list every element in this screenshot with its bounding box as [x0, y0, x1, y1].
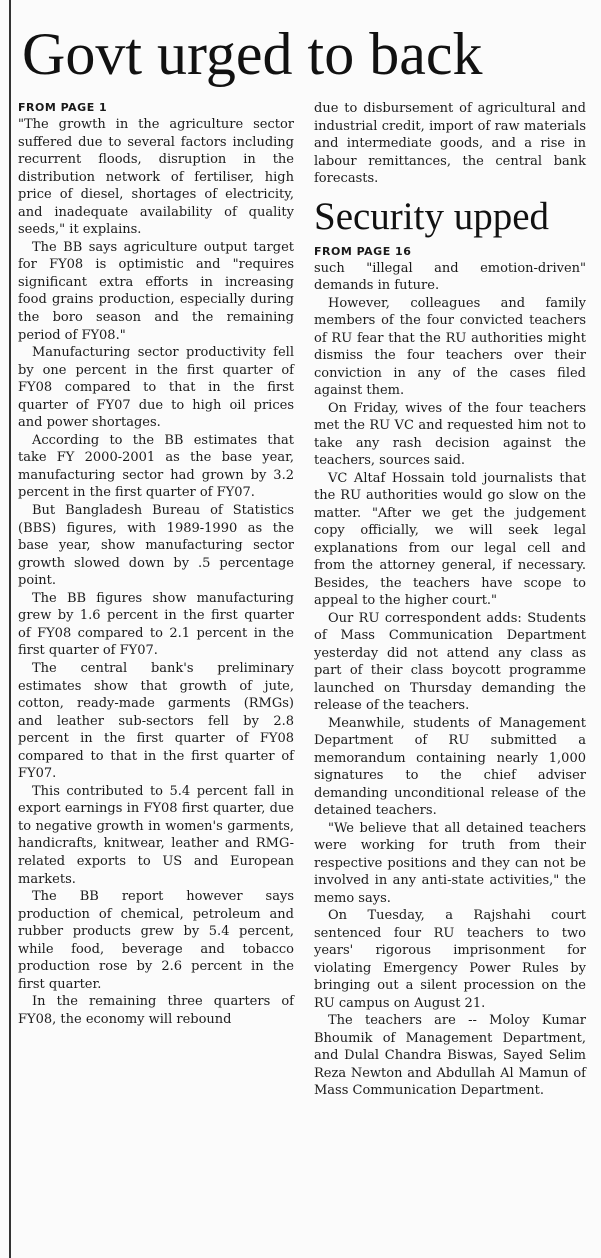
article1-paragraph: The BB figures show manufacturing grew by 1.6 percent in the first quarter of FY08 compared to 2.1 percent in the first quarter of FY07. [18, 590, 294, 659]
article1-left-column [18, 100, 294, 1028]
article2-paragraph: The teachers are -- Moloy Kumar Bhoumik of Management Department, and Dulal Chandra Biswas, Sayed Selim Reza Newton and Abdullah Al Mamun of Mass Communication Department. [314, 1013, 586, 1098]
article1-kicker: FROM PAGE 1 [18, 101, 108, 114]
column-rule [9, 0, 11, 1258]
right-column [314, 100, 586, 1100]
article2-paragraph: Meanwhile, students of Management Department of RU submitted a memorandum containing nearly 1,000 signatures to the chief adviser demanding unconditional release of the detained teachers. [314, 715, 586, 818]
article1-paragraph: Manufacturing sector productivity fell by one percent in the first quarter of FY08 compared to that in the first quarter of FY07 due to high oil prices and power shortages. [18, 345, 294, 431]
article2-paragraph: On Tuesday, a Rajshahi court sentenced four RU teachers to two years' rigorous imprisonment for violating Emergency Power Rules by bringing out a silent procession on the RU campus on August 21. [314, 908, 586, 1011]
article1-continuation-paragraph: due to disbursement of agricultural and industrial credit, import of raw materials and intermediate goods, and a rise in labour remittances, the central bank forecasts. [314, 101, 586, 186]
article2-paragraph: "We believe that all detained teachers were working for truth from their respective positions and they can not be involved in any anti-state activities," the memo says. [314, 820, 586, 906]
headline-govt-urged: Govt urged to back [22, 21, 483, 87]
article1-continuation [314, 100, 586, 188]
article2-paragraph: VC Altaf Hossain told journalists that the RU authorities would go slow on the matter. "After we get the judgement copy officially, we will seek legal explanations from our legal cell and from the attorney general, if necessary. Besides, the teachers have scope to appeal to the higher court." [314, 470, 586, 608]
article2-paragraph: Our RU correspondent adds: Students of Mass Communication Department yesterday did not attend any class as part of their class boycott programme launched on Thursday demanding the release of the teachers. [314, 610, 586, 713]
article1-paragraph: In the remaining three quarters of FY08, the economy will rebound [18, 994, 294, 1027]
article2-paragraph: However, colleagues and family members of the four convicted teachers of RU fear that the RU authorities might dismiss the four teachers over their conviction in any of the cases filed against them. [314, 295, 586, 398]
article2-kicker: FROM PAGE 16 [314, 244, 412, 258]
article2-paragraph: On Friday, wives of the four teachers met the RU VC and requested him not to take any rash decision against the teachers, sources said. [314, 400, 586, 468]
article2-body [314, 260, 586, 1100]
article1-paragraph: "The growth in the agriculture sector suffered due to several factors including recurrent floods, disruption in the distribution network of fertiliser, high price of diesel, shortages of electricity, and inadequate availability of quality seeds," it explains. [18, 117, 294, 238]
headline-security-upped: Security upped [314, 194, 550, 238]
article1-paragraph: The BB says agriculture output target for FY08 is optimistic and "requires significant extra efforts in increasing food grains production, especially during the boro season and the remaining period of FY08." [18, 239, 294, 343]
article1-body [18, 116, 294, 1028]
article1-paragraph: The BB report however says production of chemical, petroleum and rubber products grew by 5.4 percent, while food, beverage and tobacco production rose by 2.6 percent in the first quarter. [18, 889, 294, 992]
article1-paragraph: According to the BB estimates that take FY 2000-2001 as the base year, manufacturing sector had grown by 3.2 percent in the first quarter of FY07. [18, 432, 294, 501]
article1-paragraph: This contributed to 5.4 percent fall in export earnings in FY08 first quarter, due to negative growth in women's garments, handicrafts, knitwear, leather and RMG-related exports to US and European markets. [18, 783, 294, 887]
article1-paragraph: But Bangladesh Bureau of Statistics (BBS) figures, with 1989-1990 as the base year, show manufacturing sector growth slowed down by .5 percentage point. [18, 503, 294, 589]
article1-paragraph: The central bank's preliminary estimates show that growth of jute, cotton, ready-made garments (RMGs) and leather sub-sectors fell by 2.8 percent in the first quarter of FY08 compared to that in the first quarter of FY07. [18, 660, 294, 782]
article2-paragraph: such "illegal and emotion-driven" demands in future. [314, 260, 586, 293]
